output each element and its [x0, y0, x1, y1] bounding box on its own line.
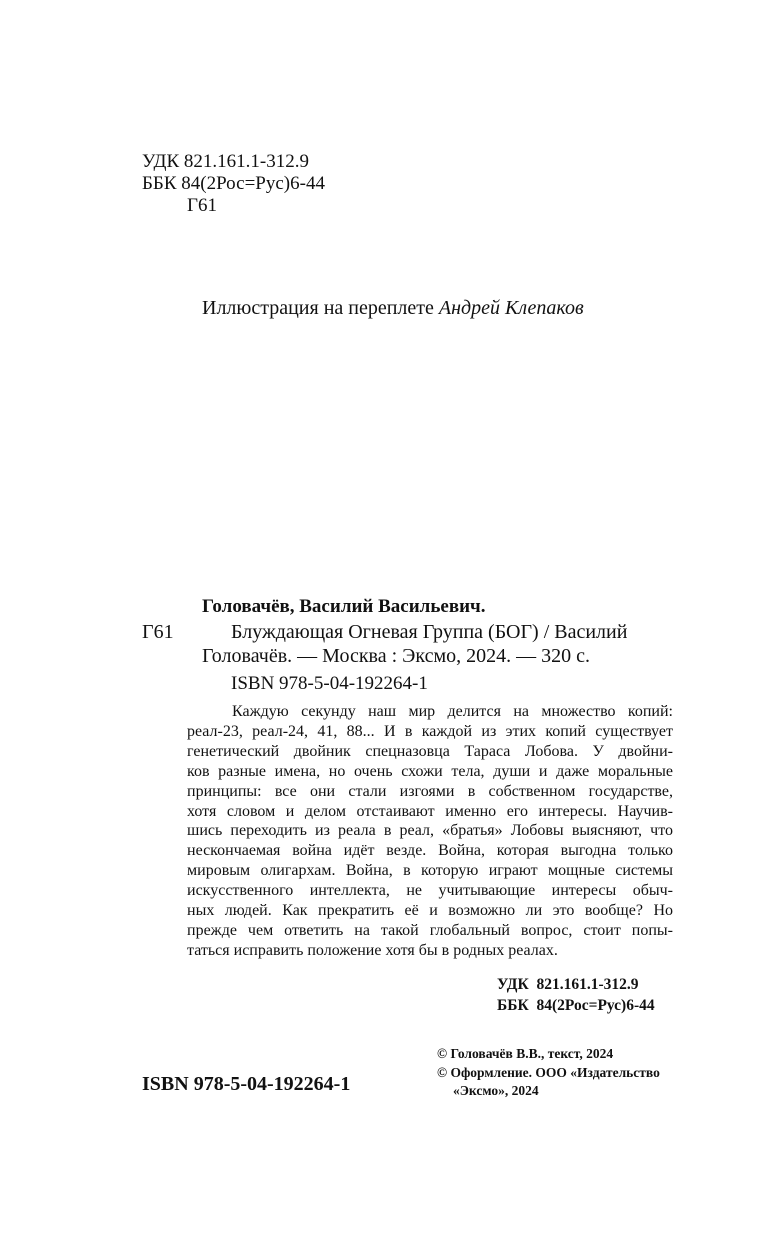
illustration-credit — [202, 297, 584, 320]
isbn-footer: ISBN 978-5-04-192264-1 — [142, 1073, 351, 1095]
illustration-label: Иллюстрация на переплете — [202, 297, 434, 319]
annotation-line: искусственного интеллекта, не учитывающие интересы обыч- — [187, 882, 673, 900]
udk-code-bottom: УДК 821.161.1-312.9 — [497, 976, 639, 993]
classification-bottom — [497, 974, 655, 1016]
annotation-line: хотя словом и делом отстаивают именно его интересы. Научив- — [187, 802, 673, 820]
annotation-line: ных людей. Как прекратить её и возможно ли это вообще? Но — [187, 902, 673, 920]
catalog-title-line2: Головачёв. — Москва : Эксмо, 2024. — 320 с. — [202, 645, 590, 667]
annotation-line: таться исправить положение хотя бы в родных реалах. — [187, 941, 558, 959]
udk-code-top: УДК 821.161.1-312.9 — [142, 151, 309, 172]
annotation-line: нескончаемая война идёт везде. Война, которая выгодна только — [187, 842, 673, 860]
annotation-line: ков разные имена, но очень схожи тела, души и даже моральные — [187, 762, 673, 780]
catalog-mark: Г61 — [142, 621, 174, 643]
annotation-line: генетический двойник спецназовца Тараса Лобова. У двойни- — [187, 742, 673, 760]
annotation-line: шись переходить из реала в реал, «братья» Лобовы выясняют, что — [187, 822, 673, 840]
copyright-text: © Головачёв В.В., текст, 2024 — [437, 1046, 614, 1061]
copyright-publisher: «Эксмо», 2024 — [453, 1083, 539, 1098]
author-mark-top: Г61 — [187, 195, 217, 216]
annotation-line: прежде чем ответить на такой глобальный вопрос, стоит попы- — [187, 921, 673, 939]
annotation-paragraph — [187, 702, 673, 961]
catalog-author: Головачёв, Василий Васильевич. — [202, 596, 486, 617]
copyright-block — [437, 1045, 660, 1101]
annotation-line: мировым олигархам. Война, в которую играют мощные системы — [187, 862, 673, 880]
catalog-title-line1: Блуждающая Огневая Группа (БОГ) / Василий — [231, 621, 628, 643]
illustration-artist: Андрей Клепаков — [438, 297, 584, 319]
catalog-isbn: ISBN 978-5-04-192264-1 — [231, 673, 428, 694]
copyright-design: © Оформление. ООО «Издательство — [437, 1064, 660, 1080]
annotation-line: Каждую секунду наш мир делится на множество копий: — [232, 703, 673, 720]
bbk-code-bottom: ББК 84(2Рос=Рус)6-44 — [497, 997, 655, 1014]
annotation-line: принципы: все они стали изгоями в собственном государстве, — [187, 782, 673, 800]
annotation-line: реал-23, реал-24, 41, 88... И в каждой из этих копий существует — [187, 722, 673, 740]
bbk-code-top: ББК 84(2Рос=Рус)6-44 — [142, 173, 325, 194]
